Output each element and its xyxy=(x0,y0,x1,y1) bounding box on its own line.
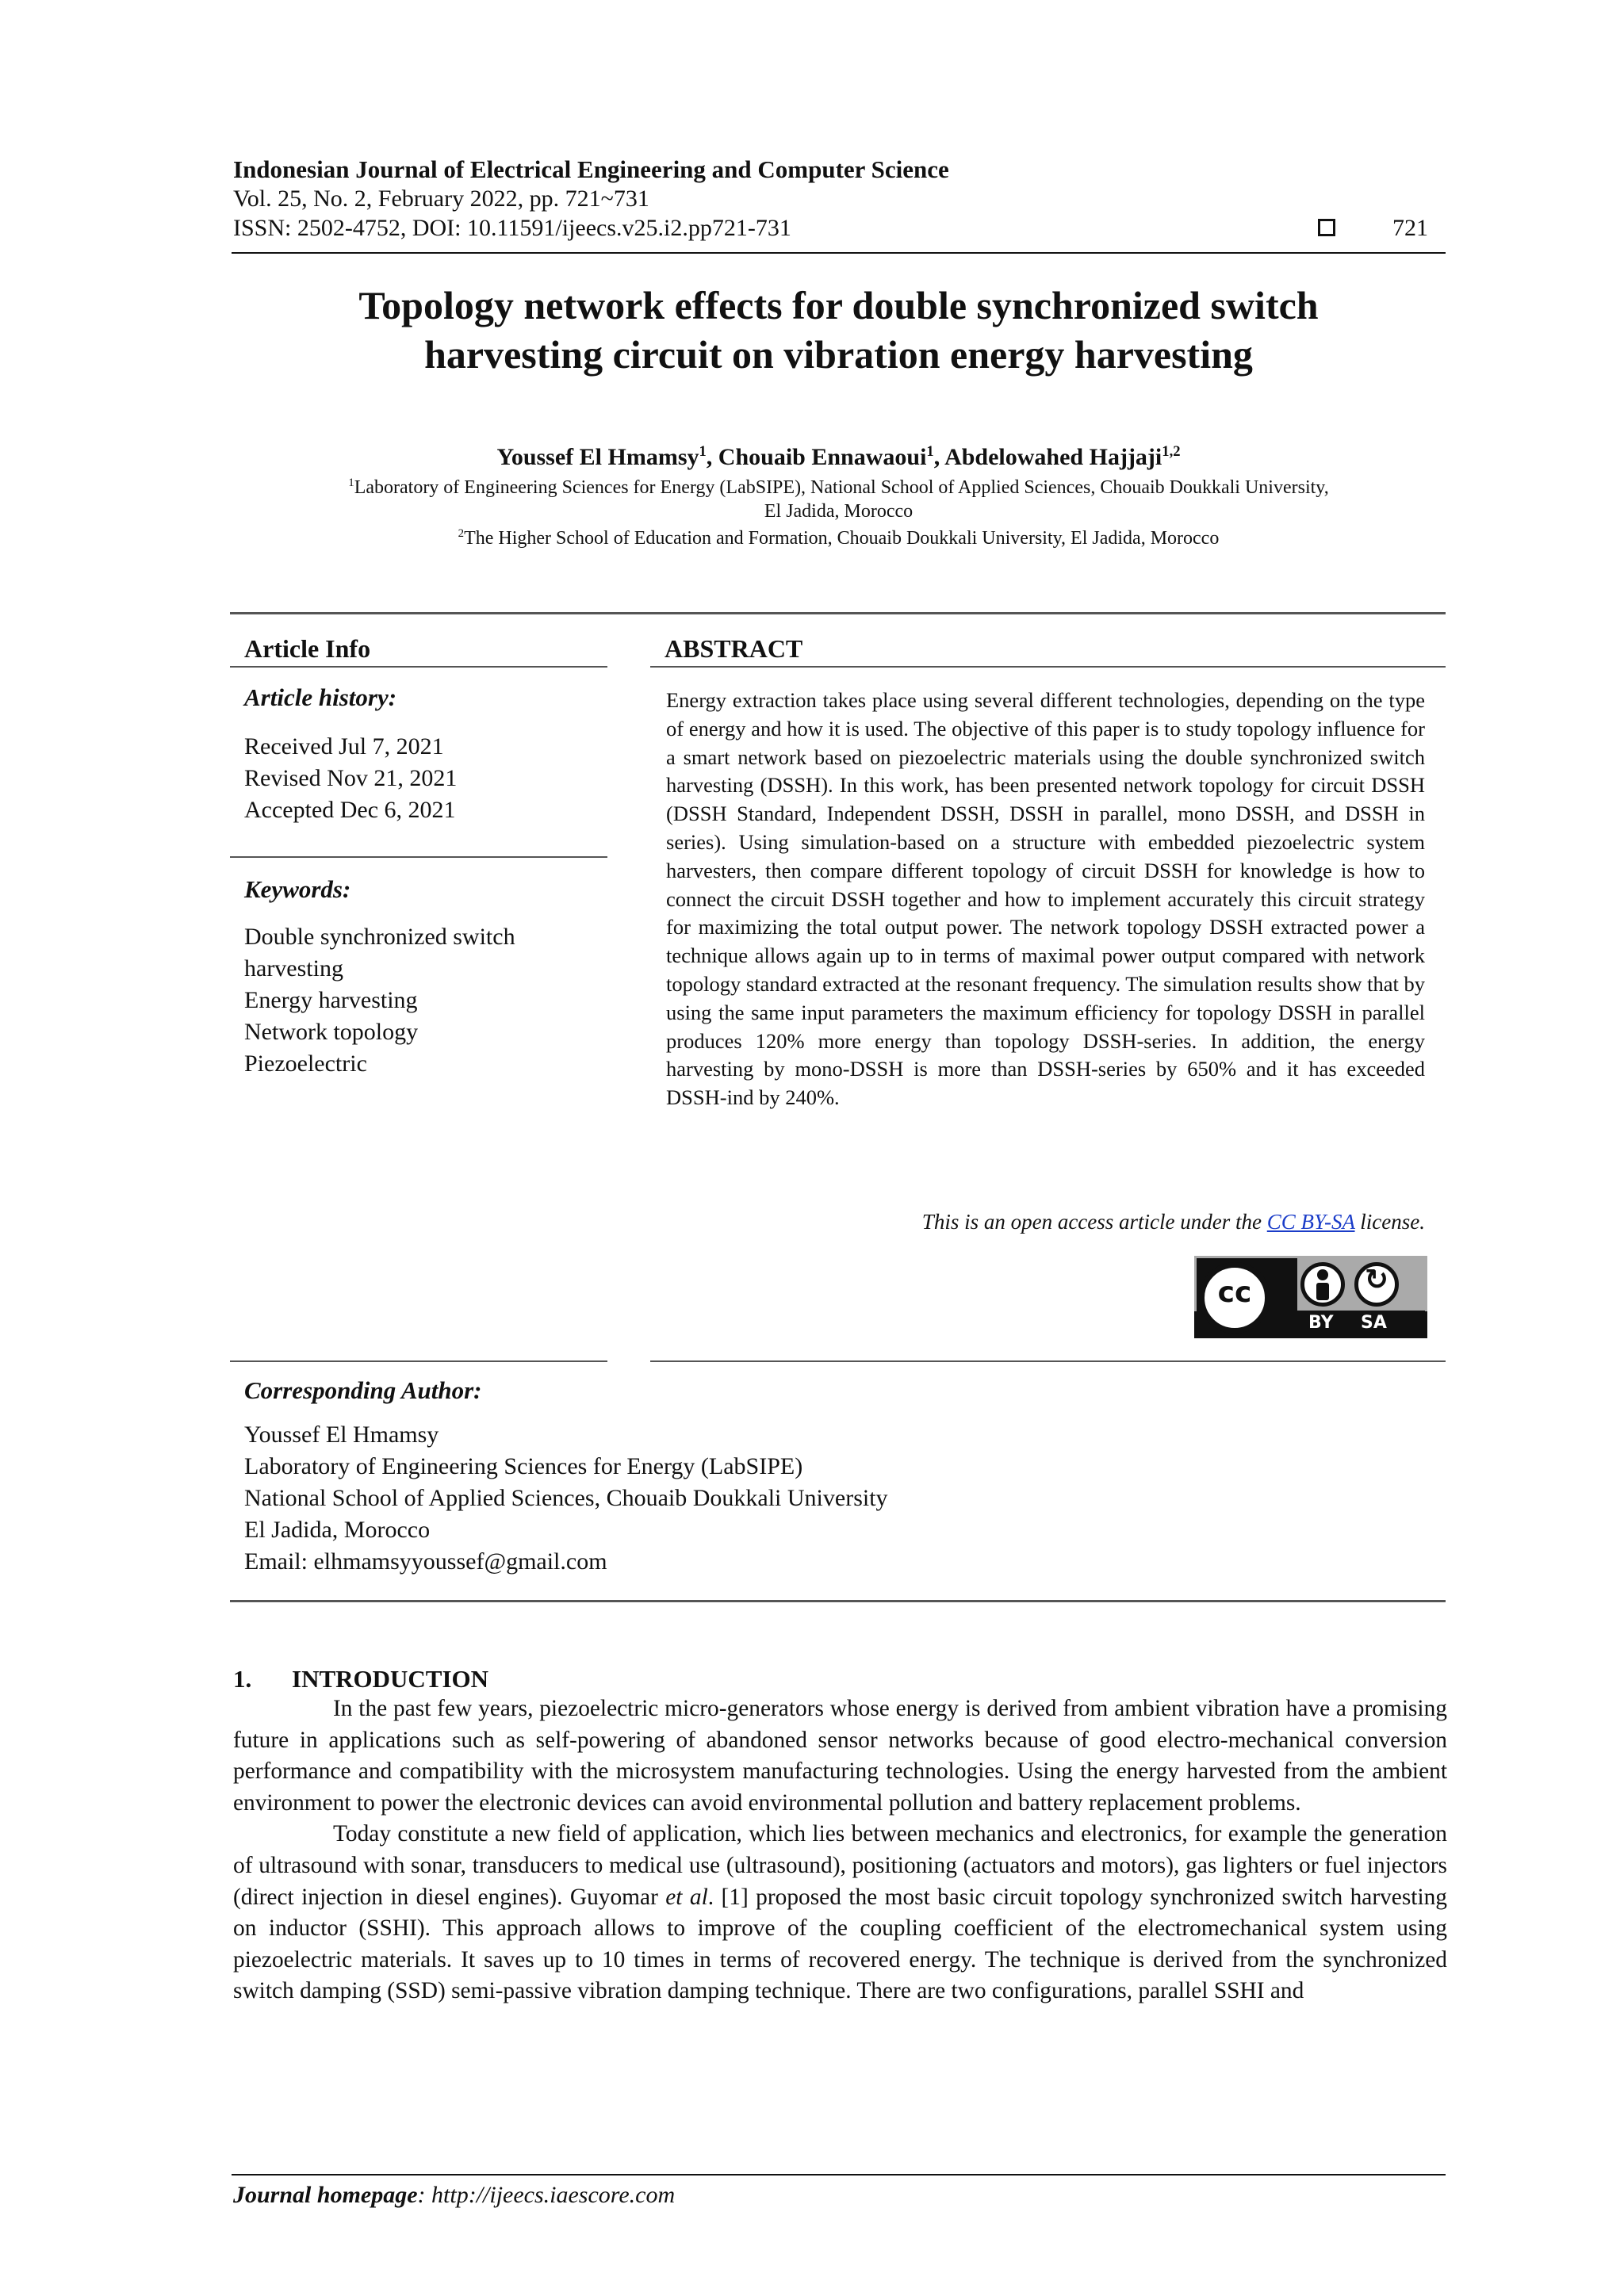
abstract-text: Energy extraction takes place using several different technologies, depending on the type of energy and how it is used. The objective of this paper is to study topology influence for a smart network based on piezoelectric materials using the double synchronized switch harvesting (DSSH). In this work, has been presented network topology for circuit DSSH (DSSH Standard, Independent DSSH, DSSH in parallel, mono DSSH, and DSSH in series). Using simulation-based on a structure with embedded piezoelectric system harvesters, then compare different topology of circuit DSSH for knowledge is how to connect the circuit DSSH together and how to implement accurately this circuit strategy for maximizing the total output power. The network topology DSSH extracted power a technique allows again up to in terms of maximal power output compared with network topology standard extracted at the resonant frequency. The simulation results show that by using the same input parameters the maximum efficiency for topology DSSH in parallel produces 120% more energy than topology DSSH-series. In addition, the energy harvesting by mono-DSSH is more than DSSH-series by 650% and it has exceeded DSSH-ind by 240%. xyxy=(666,688,1425,1110)
corresponding-author-heading: Corresponding Author: xyxy=(244,1376,482,1404)
author-2: Chouaib Ennawaoui xyxy=(718,444,927,470)
affiliation-1 xyxy=(232,476,1446,523)
affiliation-2-mark: 2 xyxy=(458,527,465,540)
info-box-bottom-rule-right xyxy=(650,1360,1446,1362)
info-box-top-rule xyxy=(230,612,1446,614)
journal-name: Indonesian Journal of Electrical Engineering and Computer Science xyxy=(233,155,949,183)
article-info-underline xyxy=(230,666,607,668)
received-date: Received Jul 7, 2021 xyxy=(244,733,444,760)
keyword-item: harvesting xyxy=(244,955,343,982)
accepted-date: Accepted Dec 6, 2021 xyxy=(244,797,456,823)
author-1-affiliation: 1 xyxy=(699,443,707,460)
history-divider xyxy=(230,856,607,858)
author-3-affiliation: 1,2 xyxy=(1162,443,1181,460)
cc-logo-text: cc xyxy=(1217,1276,1252,1309)
keyword-item: Double synchronized switch xyxy=(244,924,515,950)
header-divider xyxy=(232,252,1446,254)
corresponding-lab: Laboratory of Engineering Sciences for Energy (LabSIPE) xyxy=(244,1453,803,1479)
cc-by-label: BY xyxy=(1308,1313,1334,1333)
corresponding-school: National School of Applied Sciences, Chouaib Doukkali University xyxy=(244,1485,888,1511)
title-line-1: Topology network effects for double synchronized switch xyxy=(358,283,1319,327)
keyword-item: Network topology xyxy=(244,1019,419,1045)
corresponding-author-details xyxy=(244,1419,888,1578)
intro-paragraph-1: In the past few years, piezoelectric micro-generators whose energy is derived from ambient vibration have a promising future in applications such as self-powering of abandoned sensor networks because of good electro-mechanical conversion performance and compatibility with the microsystem manufacturing technologies. Using the energy harvested from the ambient environment to power the electronic devices can avoid environmental pollution and battery replacement problems. xyxy=(233,1696,1447,1816)
author-2-affiliation: 1 xyxy=(926,443,934,460)
info-box-end-rule xyxy=(230,1600,1446,1602)
keywords-list xyxy=(244,921,515,1080)
checkbox-square-icon xyxy=(1318,219,1335,236)
et-al-text: et al xyxy=(665,1884,708,1910)
footer-divider xyxy=(232,2174,1446,2175)
affiliation-2 xyxy=(232,526,1446,550)
volume-line: Vol. 25, No. 2, February 2022, pp. 721~731 xyxy=(233,186,649,212)
share-alike-glyph: ↻ xyxy=(1364,1264,1389,1296)
abstract-heading: ABSTRACT xyxy=(665,634,803,663)
section-heading-introduction xyxy=(233,1665,488,1693)
keywords-heading: Keywords: xyxy=(244,875,351,903)
corresponding-email: Email: elhmamsyyoussef@gmail.com xyxy=(244,1548,607,1575)
affiliation-1-mark: 1 xyxy=(348,476,354,489)
article-history-heading: Article history: xyxy=(244,683,397,711)
license-prefix: This is an open access article under the xyxy=(921,1210,1267,1234)
title-line-2: harvesting circuit on vibration energy harvesting xyxy=(424,332,1253,377)
corresponding-city: El Jadida, Morocco xyxy=(244,1517,431,1543)
article-history xyxy=(244,731,457,826)
abstract-underline xyxy=(650,666,1446,668)
introduction-body xyxy=(233,1693,1447,2007)
paper-title xyxy=(232,281,1446,379)
author-1: Youssef El Hmamsy xyxy=(496,444,699,470)
section-number: 1. xyxy=(233,1665,252,1693)
license-link[interactable]: CC BY-SA xyxy=(1266,1210,1355,1234)
intro-paragraph-2-start: Today constitute a new field of application, which lies between mechanics and electronics, for example the generation of ultrasound with sonar, transducers to medical use (ultrasound), positioning (actuators and motors), gas lighters or fuel injectors (direct injection in diesel engines). Guyomar xyxy=(233,1821,1447,1910)
keyword-item: Energy harvesting xyxy=(244,987,418,1013)
info-box-bottom-rule-left xyxy=(230,1360,607,1362)
footer-separator: : xyxy=(417,2182,432,2208)
attribution-person-body xyxy=(1316,1283,1329,1300)
journal-homepage-footer xyxy=(233,2182,675,2209)
license-statement xyxy=(666,1210,1425,1234)
affiliation-1-line-2: El Jadida, Morocco xyxy=(764,501,914,522)
section-title: INTRODUCTION xyxy=(292,1665,489,1693)
license-suffix: license. xyxy=(1354,1210,1425,1234)
footer-label: Journal homepage xyxy=(233,2182,418,2208)
page-number: 721 xyxy=(1392,215,1428,241)
cc-sa-label: SA xyxy=(1361,1313,1387,1333)
attribution-person-head xyxy=(1317,1269,1328,1280)
article-info-heading: Article Info xyxy=(244,634,371,663)
homepage-link[interactable]: http://ijeecs.iaescore.com xyxy=(431,2182,676,2208)
issn-doi-line: ISSN: 2502-4752, DOI: 10.11591/ijeecs.v25.i2.pp721-731 xyxy=(233,215,791,241)
affiliation-1-line-1: Laboratory of Engineering Sciences for Energy (LabSIPE), National School of Applied Sciences, Chouaib Doukkali University, xyxy=(354,477,1329,498)
author-list: Youssef El Hmamsy$^1$, Chouaib Ennawaoui$^1$, Abdelowahed Hajjaji$^{1,2}$ xyxy=(496,443,1181,470)
intro-paragraph-2-rest: . [1] proposed the most basic circuit topology synchronized switch harvesting on inductor (SSHI). This approach allows to improve of the coupling coefficient of the electromechanical system using piezoelectric materials. It saves up to 10 times in terms of recovered energy. The technique is derived from the synchronized switch damping (SSD) semi-passive vibration damping technique. There are two configurations, parallel SSHI and xyxy=(233,1884,1448,2004)
author-3: Abdelowahed Hajjaji xyxy=(944,444,1162,470)
keyword-item: Piezoelectric xyxy=(244,1050,367,1077)
corresponding-name: Youssef El Hmamsy xyxy=(244,1422,439,1448)
intro-paragraph-2 xyxy=(233,1819,1447,2007)
revised-date: Revised Nov 21, 2021 xyxy=(244,765,458,791)
affiliation-2-text: The Higher School of Education and Formation, Chouaib Doukkali University, El Jadida, Morocco xyxy=(464,528,1220,549)
